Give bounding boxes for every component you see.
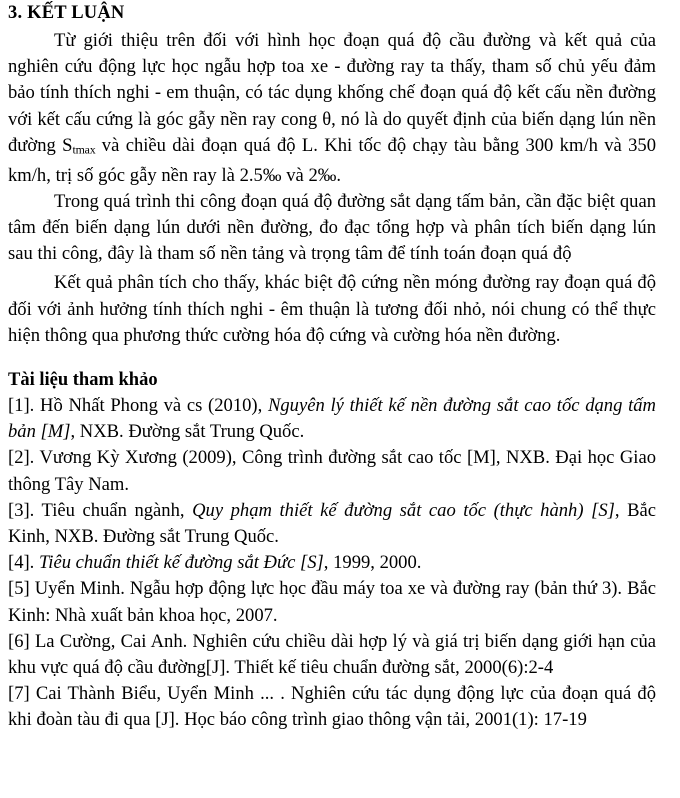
reference-5-label: [5]: [8, 578, 35, 600]
reference-7-label: [7]: [8, 683, 36, 705]
reference-item-1: [8, 393, 656, 445]
reference-3-label: [3].: [8, 499, 42, 521]
reference-6-text: La Cường, Cai Anh. Nghiên cứu chiều dài hợp lý và giá trị biến dạng giới hạn của khu vực quá độ cầu đường[J]. Thiết kế tiêu chuẩn đường sắt, 2000(6):2-4: [8, 630, 656, 679]
reference-item-6: [8, 629, 656, 681]
section-heading-conclusion: 3. KẾT LUẬN: [8, 3, 125, 23]
reference-4-publisher: , 1999, 2000.: [323, 552, 422, 574]
paragraph-1-text-a: Từ giới thiệu trên đối với hình học đoạn quá độ cầu đường và kết quả của nghiên cứu động lực học ngẫu hợp toa xe - đường ray ta thấy, tham số chủ yếu đảm bảo tính thích nghi - em thuận, có tác dụng khống chế đoạn quá độ kết cấu nền đường với kết cấu cứng là góc gẫy nền ray cong θ, nó là do quyết định của biến dạng lún nền đường S: [8, 30, 656, 156]
references-heading: Tài liệu tham khảo: [8, 370, 158, 391]
reference-3-title: Quy phạm thiết kế đường sắt cao tốc (thực hành) [S]: [192, 499, 615, 521]
paragraph-conclusion-1: [8, 28, 656, 189]
reference-item-4: [8, 550, 656, 576]
reference-item-5: [8, 576, 656, 628]
reference-item-3: [8, 498, 656, 550]
reference-item-7: [8, 681, 656, 733]
reference-3-publisher: , Bắc Kinh, NXB. Đường sắt Trung Quốc.: [8, 499, 656, 548]
reference-3-authors: Tiêu chuẩn ngành,: [41, 499, 193, 521]
reference-6-label: [6]: [8, 630, 35, 652]
paragraph-conclusion-2: Trong quá trình thi công đoạn quá độ đường sắt dạng tấm bản, cần đặc biệt quan tâm đến biến dạng lún dưới nền đường, đo đạc tổng hợp và phân tích biến dạng lún sau thi công, đây là tham số nền tảng và trọng tâm để tính toán đoạn quá độ: [8, 190, 656, 265]
reference-1-publisher: , NXB. Đường sắt Trung Quốc.: [70, 421, 305, 443]
reference-4-title: Tiêu chuẩn thiết kế đường sắt Đức [S]: [38, 552, 324, 574]
paragraph-conclusion-3: Kết quả phân tích cho thấy, khác biệt độ cứng nền móng đường ray đoạn quá độ đối với ảnh hưởng tính thích nghi - êm thuận là tương đối nhỏ, nói chung có thể thực hiện thông qua phương thức cường hóa độ cứng và cường hóa nền đường.: [8, 272, 656, 346]
reference-1-label: [1].: [8, 395, 41, 417]
reference-1-title: Nguyên lý thiết kế nền đường sắt cao tốc dạng tấm bản [M]: [8, 395, 656, 443]
reference-7-text: Cai Thành Biểu, Uyển Minh ... . Nghiên cứu tác dụng động lực của đoạn quá độ khi đoàn tàu đi qua [J]. Học báo công trình giao thông vận tải, 2001(1): 17-19: [8, 683, 656, 731]
reference-2-text: Vương Kỳ Xương (2009), Công trình đường sắt cao tốc [M], NXB. Đại học Giao thông Tây Nam.: [8, 447, 656, 495]
reference-4-label: [4].: [8, 552, 39, 574]
subscript-tmax: tmax: [72, 142, 96, 157]
paragraph-1-text-b: và chiều dài đoạn quá độ L. Khi tốc độ chạy tàu bằng 300 km/h và 350 km/h, trị số góc gẫy nền ray là 2.5‰ và 2‰.: [8, 134, 656, 186]
reference-5-text: Uyển Minh. Ngẫu hợp động lực học đầu máy toa xe và đường ray (bản thứ 3). Bắc Kinh: Nhà xuất bản khoa học, 2007.: [8, 578, 656, 626]
reference-item-2: [8, 445, 656, 497]
document-content: [8, 0, 656, 734]
reference-2-label: [2].: [8, 447, 40, 469]
reference-1-authors: Hồ Nhất Phong và cs (2010),: [40, 395, 268, 417]
